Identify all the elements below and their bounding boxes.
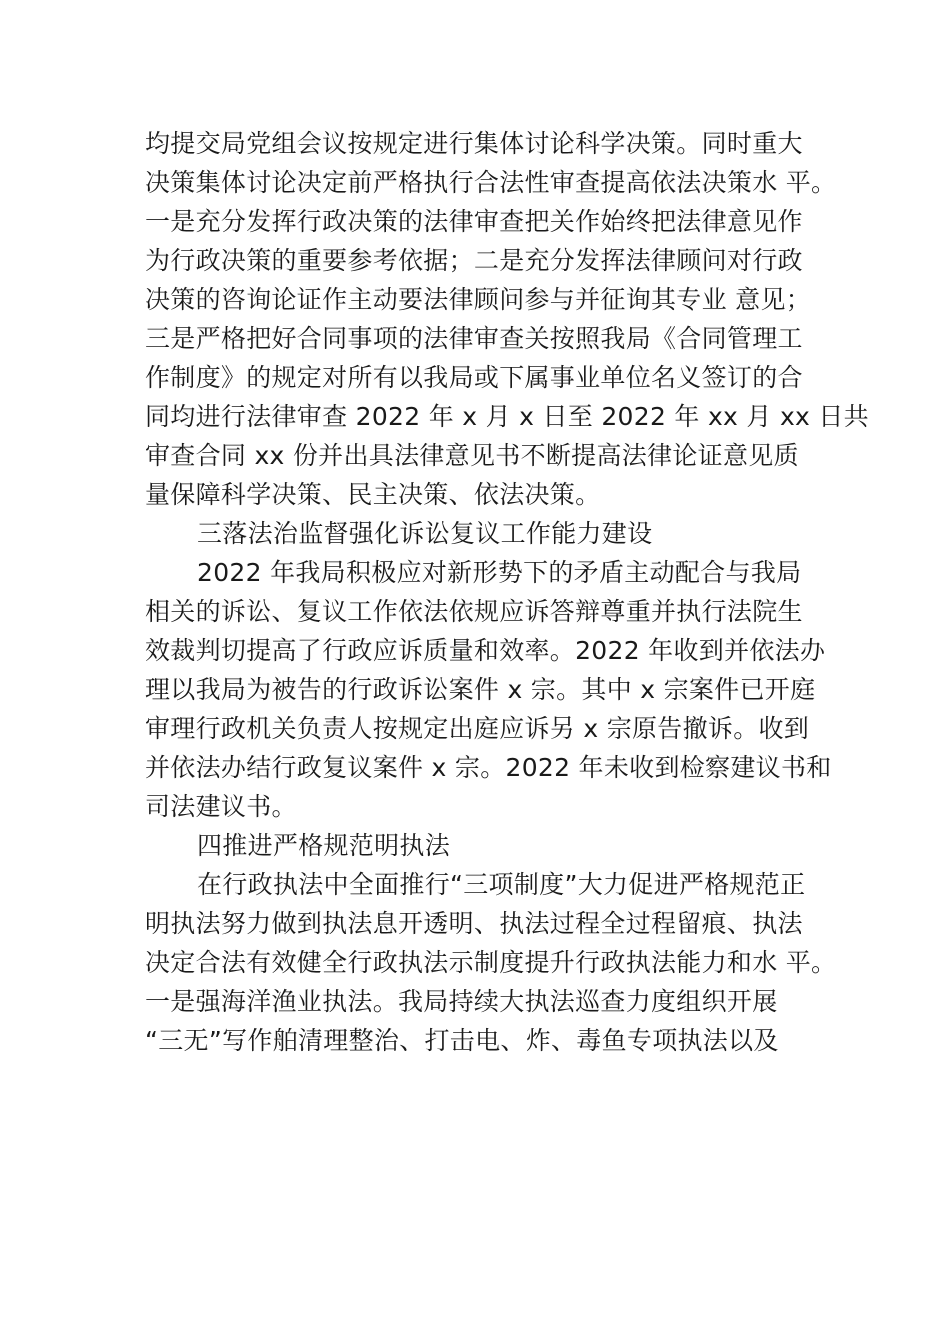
section-heading: 四推进严格规范明执法 [197, 831, 451, 860]
document-body [145, 124, 869, 1060]
body-line: 明执法努力做到执法息开透明、执法过程全过程留痕、执法 [145, 909, 803, 938]
body-line: 均提交局党组会议按规定进行集体讨论科学决策。同时重大 [145, 129, 803, 158]
body-line: 量保障科学决策、民主决策、依法决策。 [145, 480, 601, 509]
paragraph-first-line: 在行政执法中全面推行“三项制度”大力促进严格规范正 [197, 870, 806, 899]
body-line: 决定合法有效健全行政执法示制度提升行政执法能力和水 平。 [145, 948, 837, 977]
body-line: 审查合同 xx 份并出具法律意见书不断提高法律论证意见质 [145, 441, 799, 470]
body-line: 决策的咨询论证作主动要法律顾问参与并征询其专业 意见； [145, 285, 812, 314]
body-line: 为行政决策的重要参考依据；二是充分发挥法律顾问对行政 [145, 246, 803, 275]
body-line: 决策集体讨论决定前严格执行合法性审查提高依法决策水 平。 [145, 168, 837, 197]
section-heading: 三落法治监督强化诉讼复议工作能力建设 [197, 519, 653, 548]
body-line: 并依法办结行政复议案件 x 宗。2022 年未收到检察建议书和 [145, 753, 832, 782]
body-line: “三无”写作舶清理整治、打击电、炸、毒鱼专项执法以及 [145, 1026, 779, 1055]
body-line: 相关的诉讼、复议工作依法依规应诉答辩尊重并执行法院生 [145, 597, 803, 626]
body-line: 作制度》的规定对所有以我局或下属事业单位名义签订的合 [145, 363, 803, 392]
body-line: 同均进行法律审查 2022 年 x 月 x 日至 2022 年 xx 月 xx 日共 [145, 402, 869, 431]
body-line: 审理行政机关负责人按规定出庭应诉另 x 宗原告撤诉。收到 [145, 714, 810, 743]
body-line: 效裁判切提高了行政应诉质量和效率。2022 年收到并依法办 [145, 636, 826, 665]
body-line: 理以我局为被告的行政诉讼案件 x 宗。其中 x 宗案件已开庭 [145, 675, 816, 704]
paragraph-first-line: 2022 年我局积极应对新形势下的矛盾主动配合与我局 [197, 558, 802, 587]
body-line: 一是强海洋渔业执法。我局持续大执法巡查力度组织开展 [145, 987, 778, 1016]
body-line: 司法建议书。 [145, 792, 297, 821]
body-line: 三是严格把好合同事项的法律审查关按照我局《合同管理工 [145, 324, 803, 353]
body-line: 一是充分发挥行政决策的法律审查把关作始终把法律意见作 [145, 207, 803, 236]
